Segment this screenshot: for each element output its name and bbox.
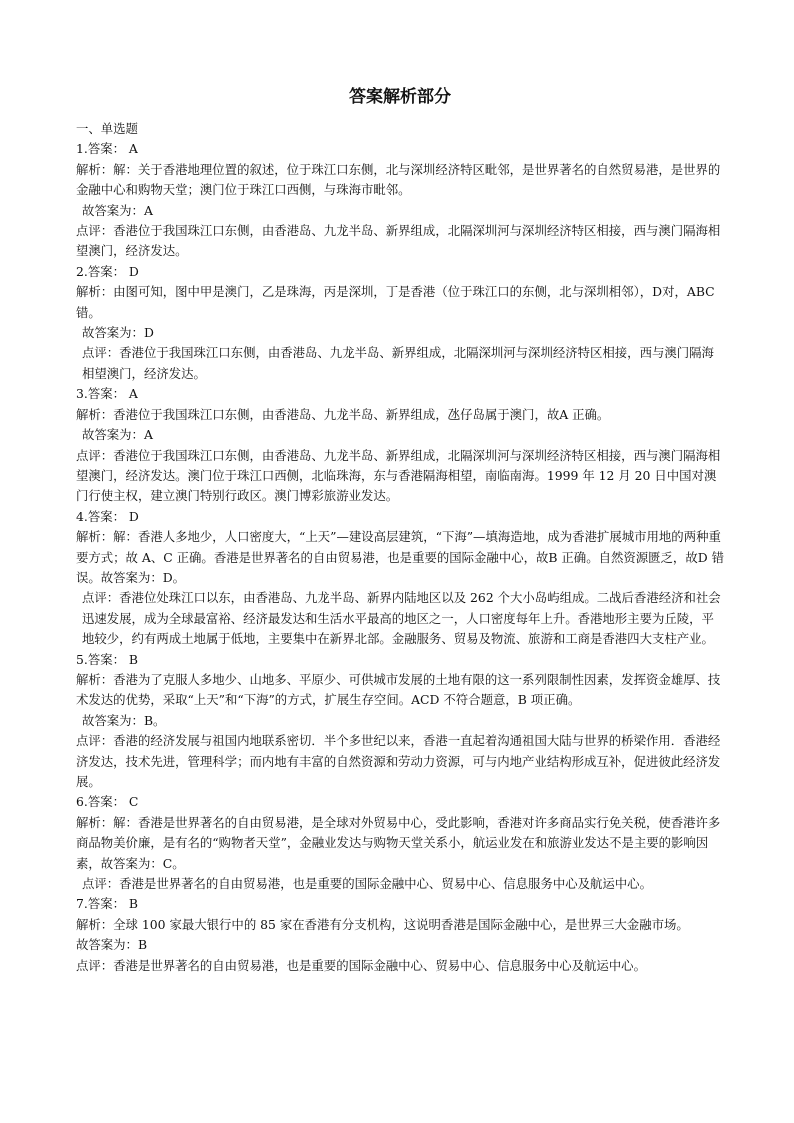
comment-6: 点评：香港是世界著名的自由贸易港，也是重要的国际金融中心、贸易中心、信息服务中心及航运中心。 [82, 876, 652, 892]
answer-1: 1.答案： A [76, 141, 138, 157]
answer-4: 4.答案： D [76, 508, 139, 524]
comment-3: 点评：香港位于我国珠江口东侧，由香港岛、九龙半岛、新界组成，北隔深圳河与深圳经济特区相接，西与澳门隔海相望澳门，经济发达。澳门位于珠江口西侧，北临珠海，东与香港隔海相望，南临南海。1999 年 12 月 20 日中国对澳门行使主权，建立澳门特别行政区。澳门博彩旅游业发达。 [76, 447, 721, 504]
final-answer-1: 故答案为：A [82, 202, 153, 218]
comment-5: 点评：香港的经济发展与祖国内地联系密切．半个多世纪以来，香港一直起着沟通祖国大陆与世界的桥梁作用．香港经济发达，技术先进，管理科学；而内地有丰富的自然资源和劳动力资源，可与内地产业结构形成互补，促进彼此经济发展。 [76, 733, 721, 789]
answer-7: 7.答案： B [76, 896, 139, 912]
answer-5: 5.答案： B [76, 651, 139, 667]
analysis-7: 解析：全球 100 家最大银行中的 85 家在香港有分支机构，这说明香港是国际金融中心，是世界三大金融市场。 [76, 916, 689, 932]
comment-1: 点评：香港位于我国珠江口东侧，由香港岛、九龙半岛、新界组成，北隔深圳河与深圳经济特区相接，西与澳门隔海相望澳门，经济发达。 [76, 223, 721, 259]
answer-explanation-page [76, 85, 724, 976]
answer-2: 2.答案： D [76, 263, 139, 279]
analysis-2: 解析：由图可知，图中甲是澳门，乙是珠海，丙是深圳，丁是香港（位于珠江口的东侧，北与深圳相邻），D对，ABC 错。 [76, 284, 715, 320]
comment-2: 点评：香港位于我国珠江口东侧，由香港岛、九龙半岛、新界组成，北隔深圳河与深圳经济特区相接，西与澳门隔海相望澳门，经济发达。 [82, 345, 714, 381]
final-answer-7: 故答案为：B [76, 937, 148, 953]
final-answer-5: 故答案为：B。 [82, 712, 166, 728]
analysis-5: 解析：香港为了克服人多地少、山地多、平原少、可供城市发展的土地有限的这一系列限制性因素，发挥资金雄厚、技术发达的优势，采取“上天”和“下海”的方式，扩展生存空间。ACD 不符合题意，B 项正确。 [76, 671, 721, 708]
final-answer-2: 故答案为：D [82, 325, 154, 341]
comment-4: 点评：香港位处珠江口以东，由香港岛、九龙半岛、新界内陆地区以及 262 个大小岛屿组成。二战后香港经济和社会迅速发展，成为全球最富裕、经济最发达和生活水平最高的地区之一，人口密度每年上升。香港地形主要为丘陵，平地较少，约有两成土地属于低地，主要集中在新界北部。金融服务、贸易及物流、旅游和工商是香港四大支柱产业。 [82, 590, 721, 647]
comment-7: 点评：香港是世界著名的自由贸易港，也是重要的国际金融中心、贸易中心、信息服务中心及航运中心。 [76, 957, 646, 973]
final-answer-3: 故答案为：A [82, 427, 153, 443]
answer-3: 3.答案： A [76, 386, 138, 402]
section-heading: 一、单选题 [76, 121, 138, 136]
analysis-3: 解析：香港位于我国珠江口东侧，由香港岛、九龙半岛、新界组成，氹仔岛属于澳门，故A 正确。 [76, 406, 610, 422]
analysis-4: 解析：解：香港人多地少，人口密度大，“上天”—建设高层建筑，“下海”—填海造地，成为香港扩展城市用地的两种重要方式；故 A、C 正确。香港是世界著名的自由贸易港，也是重要的国际金融中心，故B 正确。自然资源匮乏，故D 错误。故答案为：D。 [76, 529, 724, 585]
analysis-6: 解析：解：香港是世界著名的自由贸易港，是全球对外贸易中心，受此影响，香港对许多商品实行免关税，使香港许多商品物美价廉，是有名的“购物者天堂”，金融业发达与购物天堂关系小，航运业发在和旅游业发达不是主要的影响因素，故答案为：C。 [76, 814, 721, 871]
answer-6: 6.答案： C [76, 794, 139, 810]
page-title: 答案解析部分 [349, 87, 451, 107]
analysis-1: 解析：解：关于香港地理位置的叙述，位于珠江口东侧，北与深圳经济特区毗邻，是世界著名的自然贸易港，是世界的金融中心和购物天堂；澳门位于珠江口西侧，与珠海市毗邻。 [76, 161, 721, 198]
